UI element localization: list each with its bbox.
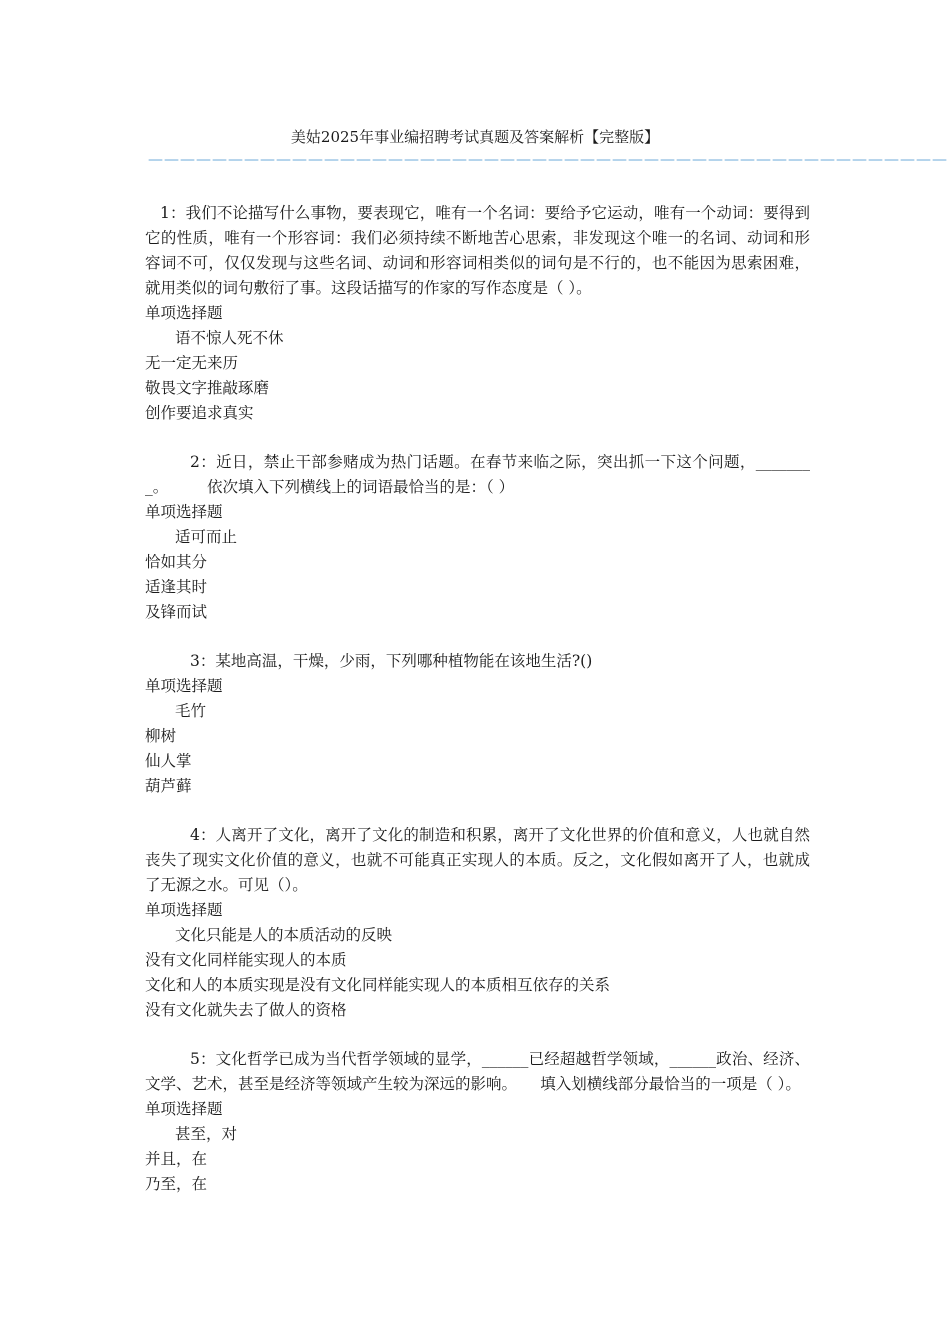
question-3 <box>145 649 810 799</box>
option-b: 没有文化同样能实现人的本质 <box>145 951 347 969</box>
option-b: 无一定无来历 <box>145 354 239 372</box>
option-c: 敬畏文字推敲琢磨 <box>145 379 270 397</box>
option-a: 文化只能是人的本质活动的反映 <box>175 926 393 944</box>
option-b: 恰如其分 <box>145 553 208 571</box>
option-b: 柳树 <box>145 727 177 745</box>
option-a: 毛竹 <box>175 702 207 720</box>
question-4 <box>145 823 810 1023</box>
question-type: 单项选择题 <box>145 503 223 521</box>
option-c: 适逢其时 <box>145 578 208 596</box>
question-2 <box>145 450 810 625</box>
option-a: 语不惊人死不休 <box>175 329 284 347</box>
option-a: 甚至，对 <box>175 1125 238 1143</box>
question-stem: 1：我们不论描写什么事物，要表现它，唯有一个名词：要给予它运动，唯有一个动词：要得到它的性质，唯有一个形容词：我们必须持续不断地苦心思索，非发现这个唯一的名词、动词和形容词不可，仅仅发现与这些名词、动词和形容词相类似的词句是不行的，也不能因为思索困难，就用类似的词句敷衍了事。这段话描写的作家的写作态度是（ ）。 <box>145 204 810 297</box>
title-divider: —————————————————————————————————————————————————— <box>148 150 948 168</box>
question-type: 单项选择题 <box>145 1100 223 1118</box>
option-a: 适可而止 <box>175 528 238 546</box>
option-d: 没有文化就失去了做人的资格 <box>145 1001 347 1019</box>
option-d: 创作要追求真实 <box>145 404 254 422</box>
option-b: 并且，在 <box>145 1150 208 1168</box>
question-stem: 2：近日，禁止干部参赌成为热门话题。在春节来临之际，突出抓一下这个问题，________。 依次填入下列横线上的词语最恰当的是：（ ） <box>145 453 810 496</box>
option-c: 乃至，在 <box>145 1175 208 1193</box>
question-stem: 3：某地高温，干燥，少雨，下列哪种植物能在该地生活?() <box>190 652 593 670</box>
question-type: 单项选择题 <box>145 304 223 322</box>
question-type: 单项选择题 <box>145 901 223 919</box>
question-type: 单项选择题 <box>145 677 223 695</box>
question-stem: 5：文化哲学已成为当代哲学领域的显学，______已经超越哲学领域，______政治、经济、文学、艺术，甚至是经济等领域产生较为深远的影响。 填入划横线部分最恰当的一项是（ ）。 <box>145 1050 810 1093</box>
document-title: 美姑2025年事业编招聘考试真题及答案解析【完整版】 <box>290 128 660 146</box>
question-stem: 4：人离开了文化，离开了文化的制造和积累，离开了文化世界的价值和意义，人也就自然丧失了现实文化价值的意义，也就不可能真正实现人的本质。反之，文化假如离开了人，也就成了无源之水。可见（）。 <box>145 826 810 894</box>
option-c: 文化和人的本质实现是没有文化同样能实现人的本质相互依存的关系 <box>145 976 611 994</box>
question-5 <box>145 1047 810 1197</box>
question-1 <box>145 201 810 426</box>
option-d: 葫芦藓 <box>145 777 192 795</box>
option-d: 及锋而试 <box>145 603 208 621</box>
option-c: 仙人掌 <box>145 752 192 770</box>
